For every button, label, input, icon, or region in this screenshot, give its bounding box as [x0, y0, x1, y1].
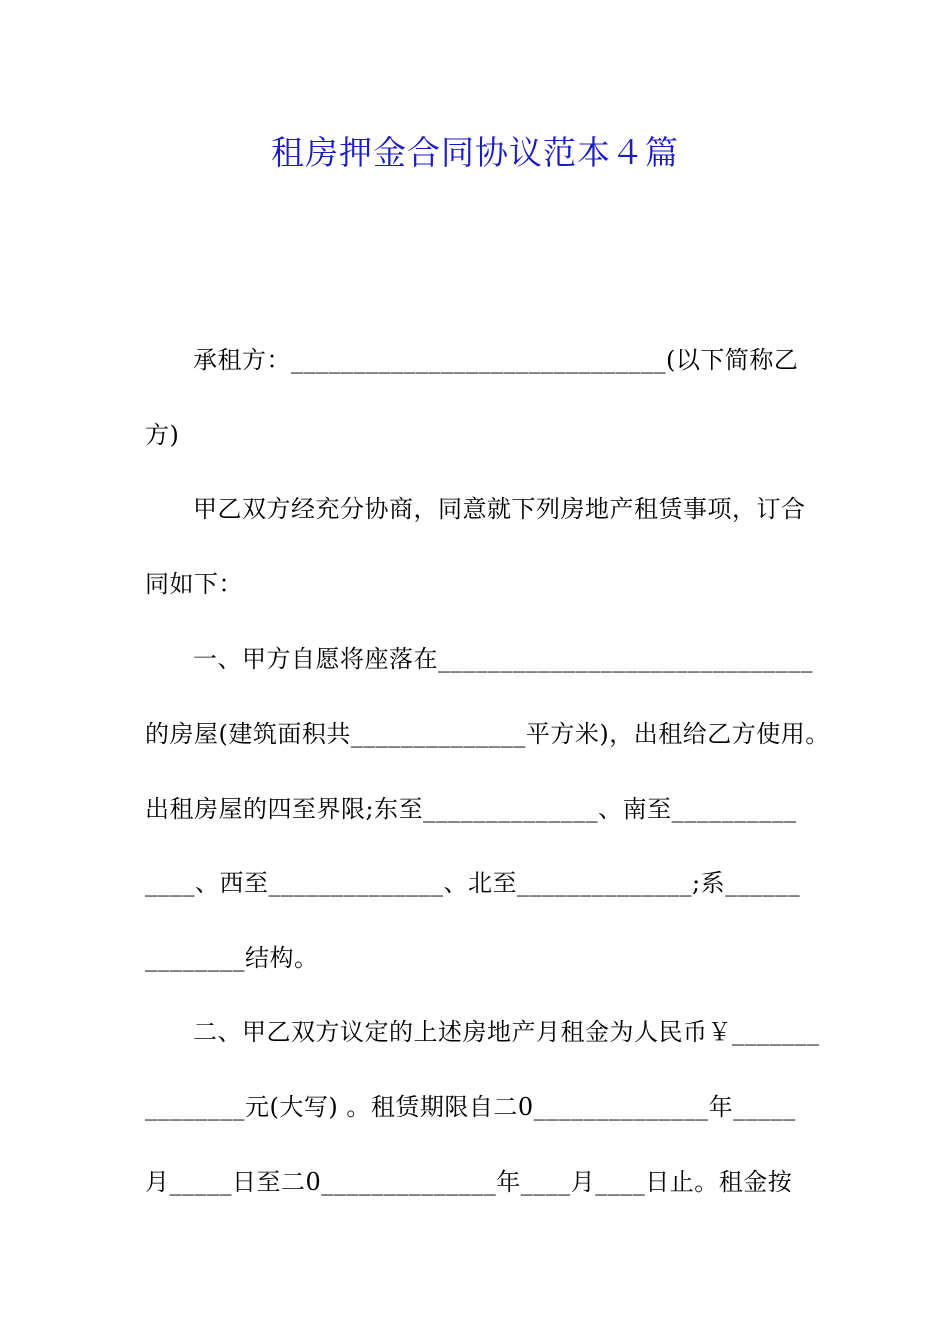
clause-1-line: ____、西至______________、北至______________;系______: [145, 869, 801, 897]
preamble-line: 甲乙双方经充分协商，同意就下列房地产租赁事项，订合: [193, 495, 806, 523]
tenant-line: 承租方：______________________________(以下简称乙: [193, 346, 799, 374]
clause-2-line: ________元(大写) 。租赁期限自二0______________年_____: [145, 1093, 796, 1121]
clause-2-line: 二、甲乙双方议定的上述房地产月租金为人民币￥_______: [193, 1018, 820, 1046]
document-title: 租房押金合同协议范本４篇: [271, 133, 679, 172]
preamble-line-cont: 同如下：: [145, 570, 243, 598]
clause-1-line: 出租房屋的四至界限;东至______________、南至__________: [145, 795, 797, 823]
clause-1-line: 一、甲方自愿将座落在______________________________: [193, 645, 813, 673]
tenant-line-cont: 方): [145, 421, 180, 449]
clause-1-line: ________结构。: [145, 944, 319, 972]
clause-1-line: 的房屋(建筑面积共______________平方米)，出租给乙方使用。: [145, 720, 830, 748]
clause-2-line: 月_____日至二0______________年____月____日止。租金按: [145, 1168, 793, 1196]
